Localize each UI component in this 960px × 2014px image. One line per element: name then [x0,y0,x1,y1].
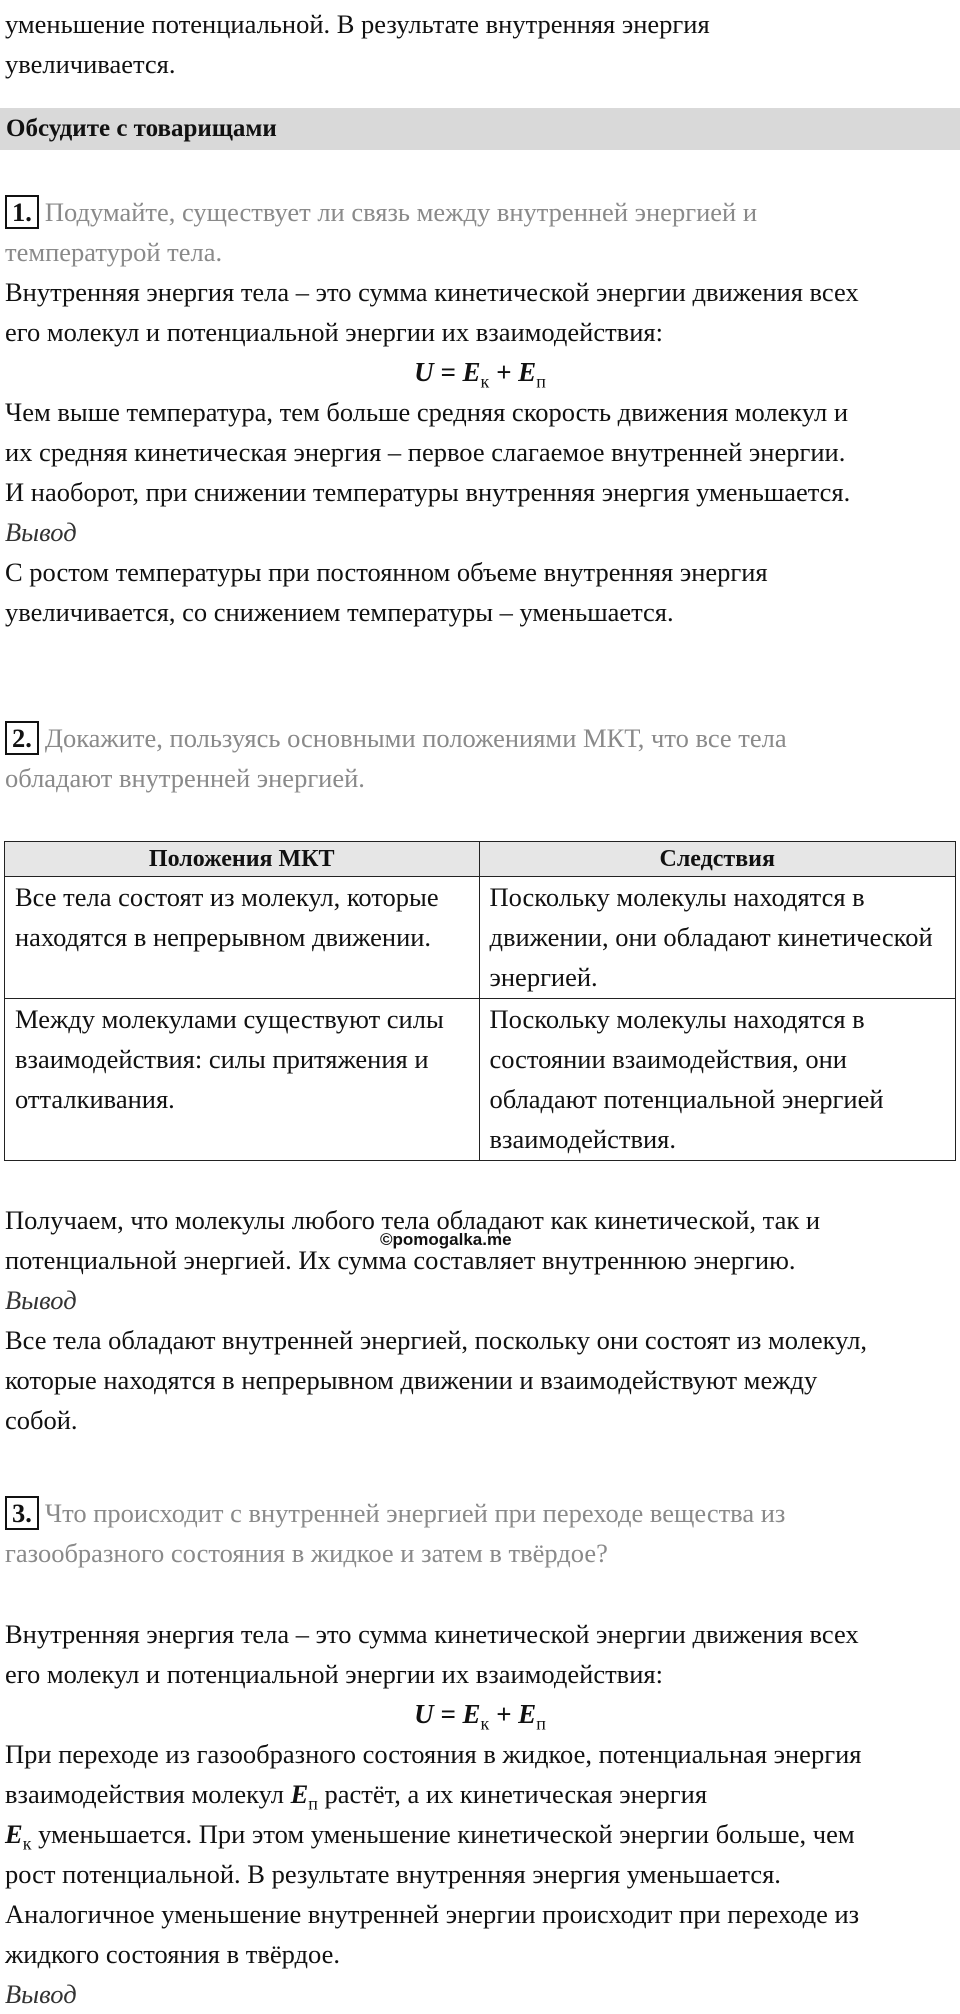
answer-1-line-1: Внутренняя энергия тела – это сумма кинетической энергии движения всех [5,277,859,307]
answer-1-line-4: их средняя кинетическая энергия – первое слагаемое внутренней энергии. [5,437,846,467]
kinetic-energy-symbol: $E_к$ [5,1819,32,1854]
answer-3-line-4: взаимодействия молекул $E_п$ растёт, а их кинетическая энергия [5,1779,708,1814]
answer-3-line-7: Аналогичное уменьшение внутренней энергии происходит при переходе из [5,1899,860,1929]
question-2-line-2: обладают внутренней энергией. [5,763,365,793]
table-row [5,877,956,999]
answer-3-line-8: жидкого состояния в твёрдое. [5,1939,340,1969]
table-row [5,999,956,1161]
conclusion-label-1: Вывод [5,517,77,547]
answer-1-line-5: И наоборот, при снижении температуры внутренняя энергия уменьшается. [5,477,851,507]
table-header-row [5,842,956,877]
question-number-1: 1. [5,195,39,229]
conclusion-label-3: Вывод [5,1979,77,2009]
section-banner: Обсудите с товарищами [0,108,960,150]
question-2 [5,718,787,758]
mkt-table [4,841,956,1161]
answer-3-line-6: рост потенциальной. В результате внутренняя энергия уменьшается. [5,1859,781,1889]
question-number-3: 3. [5,1496,39,1530]
formula-internal-energy-1: $U = E_к + E_п$ [414,357,546,392]
answer-3-line-2: его молекул и потенциальной энергии их взаимодействия: [5,1659,663,1689]
intro-line-1: уменьшение потенциальной. В результате внутренняя энергия [5,9,710,39]
answer-3-line-1: Внутренняя энергия тела – это сумма кинетической энергии движения всех [5,1619,859,1649]
answer-2-line-2: потенциальной энергией. Их сумма составляет внутреннюю энергию. [5,1245,796,1275]
answer-3-line-3: При переходе из газообразного состояния в жидкое, потенциальная энергия [5,1739,862,1769]
conclusion-1-line-1: С ростом температуры при постоянном объеме внутренняя энергия [5,557,768,587]
answer-1-line-3: Чем выше температура, тем больше средняя скорость движения молекул и [5,397,849,427]
question-1-text: Подумайте, существует ли связь между внутренней энергией и [44,197,757,227]
table-header-mkt: Положения МКТ [5,842,480,877]
answer-3-line-5: $E_к$ уменьшается. При этом уменьшение кинетической энергии больше, чем [5,1819,855,1854]
question-3 [5,1493,785,1533]
question-1 [5,192,757,232]
conclusion-label-2: Вывод [5,1285,77,1315]
question-3-text: Что происходит с внутренней энергией при переходе вещества из [44,1498,786,1528]
table-cell: Между молекулами существуют силы взаимодействия: силы притяжения и отталкивания. [5,999,480,1161]
question-1-line-2: температурой тела. [5,237,223,267]
intro-line-2: увеличивается. [5,49,176,79]
conclusion-1-line-2: увеличивается, со снижением температуры – уменьшается. [5,597,674,627]
formula-internal-energy-3: $U = E_к + E_п$ [414,1699,546,1734]
table-cell: Поскольку молекулы находятся в состоянии взаимодействия, они обладают потенциальной энергией взаимодействия. [479,999,956,1161]
watermark: ©pomogalka.me [380,1230,512,1249]
question-3-line-2: газообразного состояния в жидкое и затем в твёрдое? [5,1538,608,1568]
conclusion-2-line-2: которые находятся в непрерывном движении и взаимодействуют между [5,1365,818,1395]
table-cell: Поскольку молекулы находятся в движении, они обладают кинетической энергией. [479,877,956,999]
conclusion-2-line-1: Все тела обладают внутренней энергией, поскольку они состоят из молекул, [5,1325,868,1355]
potential-energy-symbol: $E_п$ [290,1779,318,1814]
conclusion-2-line-3: собой. [5,1405,78,1435]
question-number-2: 2. [5,721,39,755]
table-cell: Все тела состоят из молекул, которые находятся в непрерывном движении. [5,877,480,999]
table-header-consequences: Следствия [479,842,956,877]
answer-1-line-2: его молекул и потенциальной энергии их взаимодействия: [5,317,663,347]
question-2-text: Докажите, пользуясь основными положениями МКТ, что все тела [44,723,787,753]
answer-2-line-1: Получаем, что молекулы любого тела обладают как кинетической, так и [5,1205,821,1235]
